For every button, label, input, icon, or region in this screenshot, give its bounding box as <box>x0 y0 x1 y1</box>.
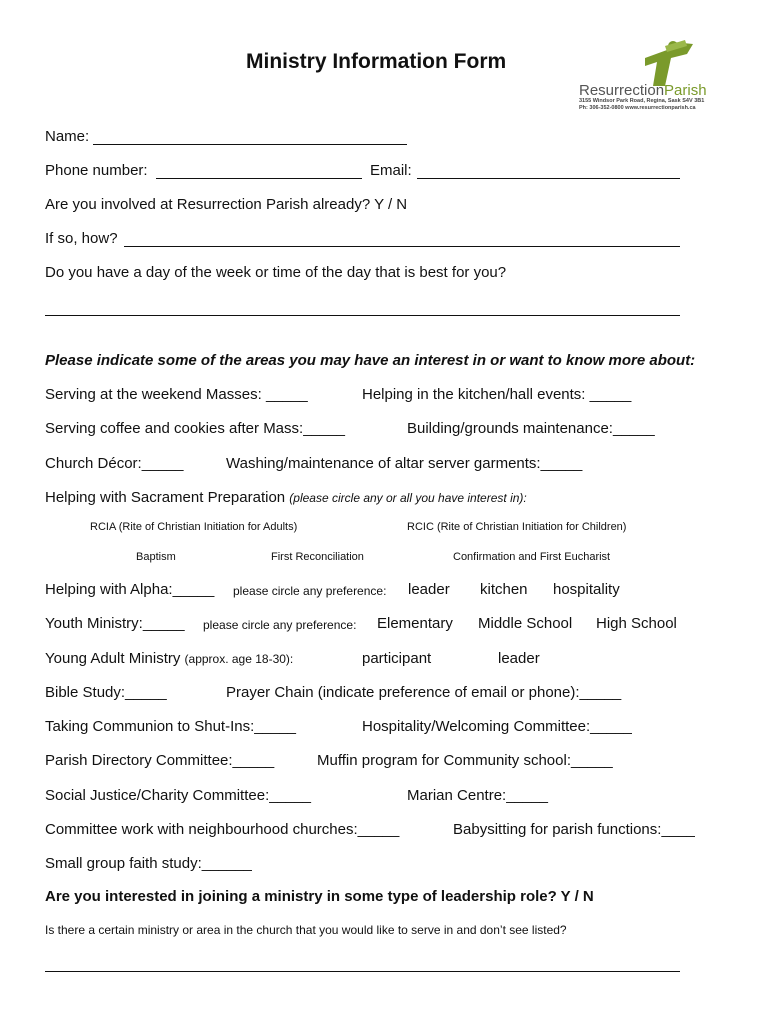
young-adult-label: Young Adult Ministry <box>45 650 181 667</box>
confirmation-option[interactable]: Confirmation and First Eucharist <box>453 551 611 563</box>
name-field[interactable] <box>93 144 407 145</box>
alpha-leader-option[interactable]: leader <box>408 581 450 598</box>
logo-address <box>579 98 704 111</box>
logo-text <box>579 82 707 99</box>
neighbourhood-item[interactable]: Committee work with neighbourhood churches:_____ <box>45 821 400 838</box>
prayer-chain-item[interactable]: Prayer Chain (indicate preference of email or phone):_____ <box>226 684 622 701</box>
small-group-item[interactable]: Small group faith study:______ <box>45 855 252 872</box>
youth-item[interactable]: Youth Ministry:_____ <box>45 615 185 632</box>
young-adult-note: (approx. age 18-30): <box>184 652 294 666</box>
page-title: Ministry Information Form <box>246 50 507 73</box>
sacrament-label: Helping with Sacrament Preparation <box>45 489 286 506</box>
parish-logo <box>575 38 725 114</box>
directory-item[interactable]: Parish Directory Committee:_____ <box>45 752 275 769</box>
logo-contact-line: Ph: 306-352-0800 www.resurrectionparish.ca <box>579 104 696 111</box>
alpha-note: please circle any preference: <box>233 584 387 598</box>
logo-name-part2: Parish <box>664 82 707 99</box>
garments-item[interactable]: Washing/maintenance of altar server garments:_____ <box>226 455 583 472</box>
phone-label: Phone number: <box>45 162 148 179</box>
leadership-question: Are you interested in joining a ministry in some type of leadership role? Y / N <box>45 888 594 905</box>
cross-logo-icon <box>575 38 725 88</box>
name-label: Name: <box>45 128 90 145</box>
kitchen-item[interactable]: Helping in the kitchen/hall events: _____ <box>362 386 632 403</box>
involved-question: Are you involved at Resurrection Parish already? Y / N <box>45 196 408 213</box>
interest-heading: Please indicate some of the areas you may have an interest in or want to know more about: <box>45 352 696 369</box>
alpha-item[interactable]: Helping with Alpha:_____ <box>45 581 215 598</box>
marian-item[interactable]: Marian Centre:_____ <box>407 787 548 804</box>
youth-middle-option[interactable]: Middle School <box>478 615 573 632</box>
if-so-label: If so, how? <box>45 230 118 247</box>
other-ministry-field[interactable] <box>45 971 680 972</box>
baptism-option[interactable]: Baptism <box>136 551 176 563</box>
ya-leader-option[interactable]: leader <box>498 650 540 667</box>
building-item[interactable]: Building/grounds maintenance:_____ <box>407 420 655 437</box>
alpha-kitchen-option[interactable]: kitchen <box>480 581 528 598</box>
muffin-item[interactable]: Muffin program for Community school:_____ <box>317 752 613 769</box>
bible-item[interactable]: Bible Study:_____ <box>45 684 167 701</box>
first-reconciliation-option[interactable]: First Reconciliation <box>271 551 364 563</box>
coffee-item[interactable]: Serving coffee and cookies after Mass:_____ <box>45 420 345 437</box>
best-day-field[interactable] <box>45 315 680 316</box>
rcic-option[interactable]: RCIC (Rite of Christian Initiation for Children) <box>407 521 627 533</box>
babysitting-item[interactable]: Babysitting for parish functions:____ <box>453 821 695 838</box>
email-field[interactable] <box>417 178 680 179</box>
alpha-hospitality-option[interactable]: hospitality <box>553 581 620 598</box>
communion-item[interactable]: Taking Communion to Shut-Ins:_____ <box>45 718 296 735</box>
email-label: Email: <box>370 162 412 179</box>
ya-participant-option[interactable]: participant <box>362 650 432 667</box>
decor-item[interactable]: Church Décor:_____ <box>45 455 184 472</box>
phone-field[interactable] <box>156 178 362 179</box>
logo-name-part1: Resurrection <box>579 82 665 99</box>
young-adult-item <box>45 650 293 667</box>
hospitality-item[interactable]: Hospitality/Welcoming Committee:_____ <box>362 718 632 735</box>
social-justice-item[interactable]: Social Justice/Charity Committee:_____ <box>45 787 311 804</box>
rcia-option[interactable]: RCIA (Rite of Christian Initiation for Adults) <box>90 521 298 533</box>
youth-high-option[interactable]: High School <box>596 615 677 632</box>
youth-note: please circle any preference: <box>203 618 357 632</box>
if-so-field[interactable] <box>124 246 680 247</box>
weekend-masses-item[interactable]: Serving at the weekend Masses: _____ <box>45 386 308 403</box>
best-day-question: Do you have a day of the week or time of the day that is best for you? <box>45 264 507 281</box>
sacrament-item <box>45 489 527 506</box>
sacrament-note: (please circle any or all you have interest in): <box>289 491 527 505</box>
youth-elementary-option[interactable]: Elementary <box>377 615 453 632</box>
other-ministry-question: Is there a certain ministry or area in the church that you would like to serve in and don’t see listed? <box>45 923 567 937</box>
logo-address-line: 3155 Windsor Park Road, Regina, Sask S4V 3B1 <box>579 98 705 104</box>
